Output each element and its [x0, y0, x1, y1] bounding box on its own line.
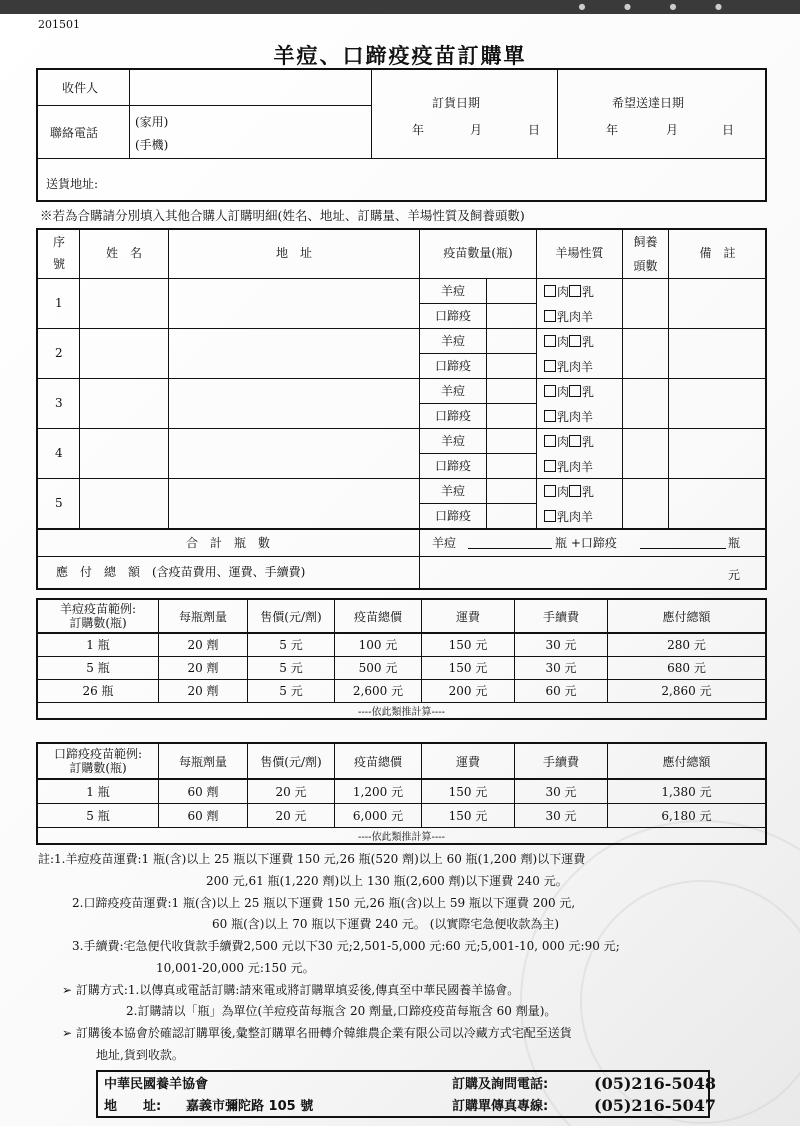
cell: 150 元 [422, 633, 515, 656]
divider [37, 528, 766, 530]
cell: 20 元 [248, 803, 335, 827]
checkbox-icon[interactable] [544, 410, 556, 422]
org-address: 嘉義市彌陀路 105 號 [186, 1099, 314, 1114]
fmd-label: 口蹄疫 [434, 359, 471, 373]
divider [420, 303, 536, 304]
order-date-day[interactable]: 日 [528, 123, 541, 137]
cell: 30 元 [515, 803, 608, 827]
total-fmd-label: 瓶 +口蹄疫 [555, 536, 617, 550]
cell: 2,600 元 [335, 679, 422, 702]
cell: 26 瓶 [37, 679, 159, 702]
goat-pox-label: 羊痘 [440, 384, 465, 398]
checkbox-icon[interactable] [544, 385, 556, 397]
fax-number[interactable]: (05)216-5047 [594, 1096, 716, 1115]
divider [622, 229, 623, 529]
phone-home-label: (家用) [135, 115, 169, 129]
fmd-example-table [36, 742, 767, 845]
col-heads-header-1: 飼養 [633, 235, 658, 249]
cell: 280 元 [608, 633, 767, 656]
checkbox-icon[interactable] [544, 510, 556, 522]
cell: 60 元 [515, 679, 608, 702]
divider [37, 278, 766, 279]
cell: 1 瓶 [37, 779, 159, 803]
example-footer: ----依此類推計算---- [37, 702, 766, 719]
example-footer: ----依此類推計算---- [37, 827, 766, 844]
note-line: 60 瓶(含)以上 70 瓶以下運費 240 元。 (以實際宅急便收款為主) [212, 917, 560, 931]
option-meat: 肉 [557, 435, 570, 449]
cell: 6,000 元 [335, 803, 422, 827]
col-amount-payable: 應付總額 [608, 743, 767, 779]
col-remark-header: 備 註 [699, 246, 736, 260]
col-shipping: 運費 [422, 743, 515, 779]
nature-checkbox-meat-dairy[interactable] [544, 435, 594, 448]
cell: 1,380 元 [608, 779, 767, 803]
cell: 6,180 元 [608, 803, 767, 827]
col-seq-2: 號 [53, 257, 66, 271]
divider [371, 69, 372, 158]
example-head-line-1: 口蹄疫疫苗範例: [53, 747, 143, 761]
cell: 1,200 元 [335, 779, 422, 803]
divider [37, 378, 766, 379]
note-line: 200 元,61 瓶(1,220 劑)以上 130 瓶(2,600 劑)以下運費 240 元。 [206, 874, 568, 888]
cell: 30 元 [515, 656, 608, 679]
example-head [37, 743, 159, 779]
cell: 150 元 [422, 803, 515, 827]
row-number-3: 3 [55, 396, 63, 410]
cell: 5 元 [248, 679, 335, 702]
cell: 20 劑 [159, 656, 248, 679]
recipient-field[interactable] [132, 72, 368, 102]
divider [37, 478, 766, 479]
checkbox-icon[interactable] [544, 435, 556, 447]
col-price-per-dose: 售價(元/劑) [248, 599, 335, 633]
recipient-label: 收件人 [62, 81, 99, 95]
divider [420, 453, 536, 454]
fmd-label: 口蹄疫 [434, 309, 471, 323]
nature-checkbox-dairy-meat[interactable] [544, 460, 593, 473]
col-shipping: 運費 [422, 599, 515, 633]
divider [37, 158, 766, 159]
note-line: 2.訂購請以「瓶」為單位(羊痘疫苗每瓶含 20 劑量,口蹄疫疫苗每瓶含 60 劑量)。 [126, 1004, 557, 1018]
col-dose-per-bottle: 每瓶劑量 [159, 599, 248, 633]
goat-pox-label: 羊痘 [440, 334, 465, 348]
col-vaccine-total: 疫苗總價 [335, 743, 422, 779]
fax-label: 訂購單傳真專線: [452, 1099, 549, 1114]
goat-pox-example-table [36, 598, 767, 720]
cell: 2,860 元 [608, 679, 767, 702]
divider [557, 69, 558, 158]
divider [129, 69, 130, 158]
divider [79, 229, 80, 529]
note-line: 地址,貨到收款。 [96, 1048, 184, 1062]
order-date-label: 訂貨日期 [432, 96, 481, 110]
address-field[interactable] [120, 162, 760, 198]
phone-field[interactable] [180, 108, 368, 156]
cell: 5 瓶 [37, 656, 159, 679]
note-line: 3.手續費:宅急便代收貨款手續費2,500 元以下30 元;2,501-5,000 元:60 元;5,001-10, 000 元:90 元; [72, 939, 620, 953]
col-dose-per-bottle: 每瓶劑量 [159, 743, 248, 779]
order-date-year[interactable]: 年 [412, 123, 425, 137]
total-goat-pox-field[interactable] [468, 548, 552, 549]
order-method-line [62, 984, 519, 996]
col-address-header: 地 址 [275, 246, 312, 260]
form-title: 羊痘、口蹄疫疫苗訂購單 [273, 43, 527, 68]
address-label: 送貨地址: [46, 177, 99, 191]
cell: 200 元 [422, 679, 515, 702]
divider [37, 328, 766, 329]
cell: 150 元 [422, 656, 515, 679]
checkbox-icon[interactable] [569, 385, 581, 397]
phone-number[interactable]: (05)216-5048 [594, 1074, 716, 1093]
option-meat: 肉 [557, 485, 570, 499]
divider [419, 229, 420, 589]
checkbox-icon[interactable] [569, 435, 581, 447]
group-purchase-note: ※若為合購請分別填入其他合購人訂購明細(姓名、地址、訂購量、羊場性質及飼養頭數) [40, 208, 525, 223]
order-date-month[interactable]: 月 [470, 123, 483, 137]
nature-checkbox-meat-dairy[interactable] [544, 485, 594, 498]
divider [37, 105, 371, 106]
cell: 5 元 [248, 633, 335, 656]
divider [168, 229, 169, 529]
note-line: 註:1.羊痘疫苗運費:1 瓶(含)以上 25 瓶以下運費 150 元,26 瓶(520 劑)以上 60 瓶(1,200 劑)以下運費 [38, 852, 586, 866]
delivery-date-label: 希望送達日期 [612, 96, 685, 110]
checkbox-icon[interactable] [569, 285, 581, 297]
col-handling-fee: 手續費 [515, 599, 608, 633]
option-dairy-meat: 乳肉羊 [557, 310, 594, 324]
divider [37, 556, 766, 557]
delivery-date-day[interactable]: 日 [722, 123, 735, 137]
note-line: 10,001-20,000 元:150 元。 [156, 961, 315, 975]
divider [536, 229, 537, 529]
col-price-per-dose: 售價(元/劑) [248, 743, 335, 779]
nature-checkbox-meat-dairy[interactable] [544, 385, 594, 398]
option-dairy-meat: 乳肉羊 [557, 360, 594, 374]
option-dairy: 乳 [582, 285, 595, 299]
option-dairy: 乳 [582, 385, 595, 399]
fmd-label: 口蹄疫 [434, 459, 471, 473]
divider [37, 428, 766, 429]
checkbox-icon[interactable] [544, 335, 556, 347]
row-number-2: 2 [55, 346, 63, 360]
example-head [37, 599, 159, 633]
cell: 30 元 [515, 633, 608, 656]
note-text: 訂購後本協會於確認訂購單後,彙整訂購單名冊轉介韓維農企業有限公司以冷藏方式宅配至送貨 [75, 1026, 572, 1040]
arrow-bullet-icon: ➢ [62, 983, 76, 997]
option-meat: 肉 [557, 285, 570, 299]
table-row [37, 656, 766, 679]
phone-mobile-label: (手機) [135, 138, 169, 152]
fmd-label: 口蹄疫 [434, 409, 471, 423]
cell: 150 元 [422, 779, 515, 803]
payable-label: 應 付 總 額 (含疫苗費用、運費、手續費) [56, 565, 306, 579]
viewer-top-bar [0, 0, 800, 14]
col-handling-fee: 手續費 [515, 743, 608, 779]
total-unit: 瓶 [728, 536, 741, 550]
note-line: 2.口蹄疫疫苗運費:1 瓶(含)以上 25 瓶以下運費 150 元,26 瓶(含)以上 59 瓶以下運費 200 元, [72, 896, 576, 910]
option-dairy-meat: 乳肉羊 [557, 410, 594, 424]
option-dairy-meat: 乳肉羊 [557, 460, 594, 474]
option-dairy: 乳 [582, 435, 595, 449]
delivery-date-year[interactable]: 年 [606, 123, 619, 137]
row-number-1: 1 [55, 296, 63, 310]
checkbox-icon[interactable] [544, 310, 556, 322]
after-order-line [62, 1027, 572, 1039]
payable-unit: 元 [728, 568, 741, 582]
col-heads-header-2: 頭數 [633, 259, 658, 273]
goat-pox-label: 羊痘 [440, 284, 465, 298]
example-head-line-2: 訂購數(瓶) [69, 616, 127, 630]
cell: 500 元 [335, 656, 422, 679]
arrow-bullet-icon: ➢ [62, 1026, 76, 1040]
nature-checkbox-dairy-meat[interactable] [544, 310, 593, 323]
col-amount-payable: 應付總額 [608, 599, 767, 633]
phone-label: 訂購及詢問電話: [452, 1077, 549, 1092]
col-name-header: 姓 名 [105, 246, 142, 260]
table-row [37, 633, 766, 656]
nature-checkbox-dairy-meat[interactable] [544, 360, 593, 373]
divider [420, 353, 536, 354]
cell: 20 劑 [159, 633, 248, 656]
delivery-date-month[interactable]: 月 [666, 123, 679, 137]
nature-checkbox-meat-dairy[interactable] [544, 285, 594, 298]
divider [668, 229, 669, 529]
checkbox-icon[interactable] [569, 485, 581, 497]
checkbox-icon[interactable] [544, 360, 556, 372]
cell: 60 劑 [159, 803, 248, 827]
table-row [37, 779, 766, 803]
fmd-label: 口蹄疫 [434, 509, 471, 523]
checkbox-icon[interactable] [569, 335, 581, 347]
goat-pox-label: 羊痘 [440, 484, 465, 498]
checkbox-icon[interactable] [544, 485, 556, 497]
example-head-line-1: 羊痘疫苗範例: [59, 602, 137, 616]
cell: 100 元 [335, 633, 422, 656]
cell: 30 元 [515, 779, 608, 803]
cell: 20 元 [248, 779, 335, 803]
option-meat: 肉 [557, 335, 570, 349]
option-dairy: 乳 [582, 335, 595, 349]
address-label: 地 址: [104, 1099, 162, 1114]
total-goat-pox-label: 羊痘 [432, 536, 457, 550]
note-text: 訂購方式:1.以傳真或電話訂購:請來電或將訂購單填妥後,傳真至中華民國養羊協會。 [75, 983, 520, 997]
window-controls-icon[interactable]: ● ● ● ● [578, 2, 740, 11]
phone-label: 聯絡電話 [50, 126, 99, 140]
option-dairy: 乳 [582, 485, 595, 499]
nature-checkbox-meat-dairy[interactable] [544, 335, 594, 348]
nature-checkbox-dairy-meat[interactable] [544, 410, 593, 423]
order-table [36, 228, 767, 590]
checkbox-icon[interactable] [544, 460, 556, 472]
goat-pox-label: 羊痘 [440, 434, 465, 448]
cell: 680 元 [608, 656, 767, 679]
row-number-4: 4 [55, 446, 63, 460]
total-bottles-label: 合 計 瓶 數 [185, 536, 270, 550]
checkbox-icon[interactable] [544, 285, 556, 297]
col-seq-1: 序 [53, 235, 66, 249]
nature-checkbox-dairy-meat[interactable] [544, 510, 593, 523]
divider [420, 503, 536, 504]
cell: 1 瓶 [37, 633, 159, 656]
total-fmd-field[interactable] [640, 548, 726, 549]
example-head-line-2: 訂購數(瓶) [69, 761, 127, 775]
divider [420, 403, 536, 404]
table-row [37, 679, 766, 702]
option-dairy-meat: 乳肉羊 [557, 510, 594, 524]
col-vaccine-total: 疫苗總價 [335, 599, 422, 633]
col-qty-header: 疫苗數量(瓶) [443, 246, 513, 260]
table-row [37, 803, 766, 827]
col-nature-header: 羊場性質 [555, 246, 604, 260]
org-name: 中華民國養羊協會 [104, 1077, 209, 1092]
document-id: 201501 [38, 18, 80, 31]
row-number-5: 5 [55, 496, 63, 510]
cell: 20 劑 [159, 679, 248, 702]
option-meat: 肉 [557, 385, 570, 399]
cell: 60 劑 [159, 779, 248, 803]
cell: 5 瓶 [37, 803, 159, 827]
cell: 5 元 [248, 656, 335, 679]
